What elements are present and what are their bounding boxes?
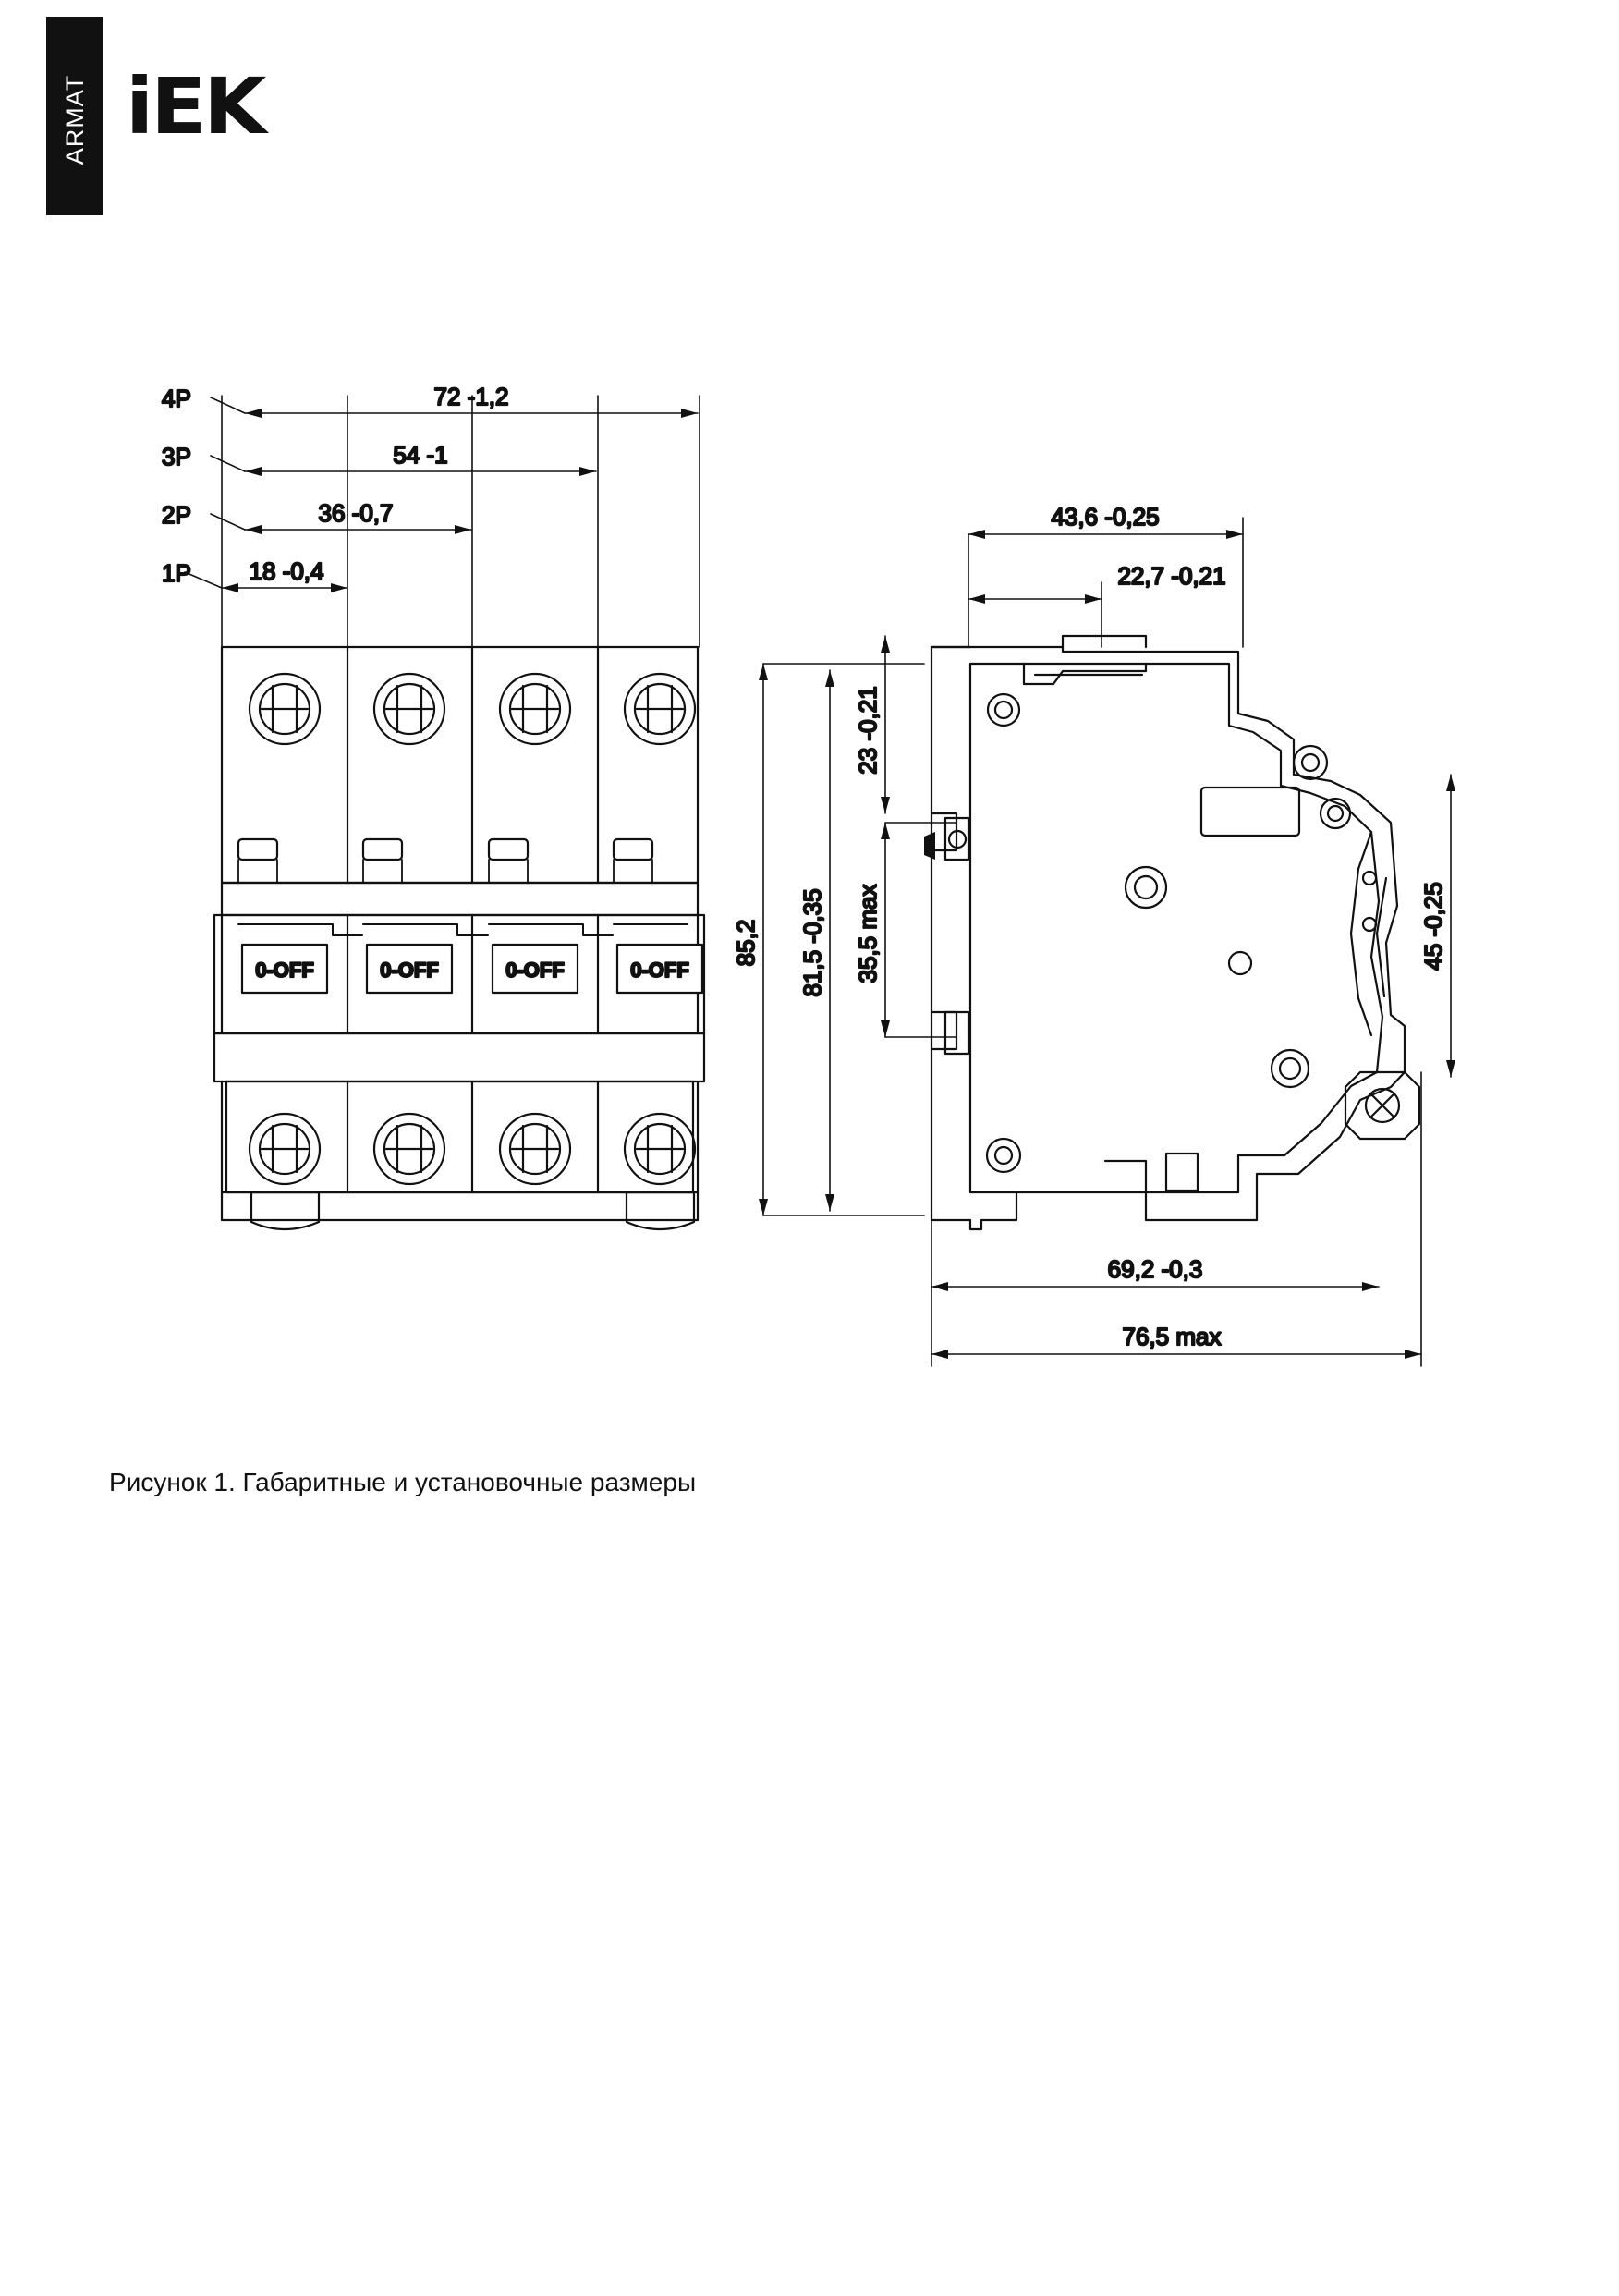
pole-label-3p: 3P bbox=[162, 443, 191, 470]
pole-label-2p: 2P bbox=[162, 501, 191, 529]
dim-43-6-label: 43,6 -0,25 bbox=[1051, 503, 1160, 531]
brand-sidebar-label: ARMAT bbox=[61, 74, 89, 165]
dim-76-5-label: 76,5 max bbox=[1122, 1323, 1222, 1350]
switch-label-2: 0-OFF bbox=[380, 959, 439, 982]
pole-label-4p: 4P bbox=[162, 385, 191, 412]
dim-3p-label: 54 -1 bbox=[393, 441, 448, 469]
switch-label-4: 0-OFF bbox=[630, 959, 689, 982]
dim-1p-label: 18 -0,4 bbox=[249, 557, 324, 585]
dim-85-2-label: 85,2 bbox=[732, 919, 760, 967]
switch-label-3: 0-OFF bbox=[505, 959, 565, 982]
dim-45-label: 45 -0,25 bbox=[1419, 882, 1447, 971]
dim-81-5-label: 81,5 -0,35 bbox=[798, 888, 826, 997]
dim-35-5-label: 35,5 max bbox=[854, 884, 882, 983]
switch-label-1: 0-OFF bbox=[255, 959, 314, 982]
dim-69-2-label: 69,2 -0,3 bbox=[1107, 1255, 1203, 1283]
dim-4p-label: 72 -1,2 bbox=[433, 383, 509, 410]
iek-logo: iEK bbox=[126, 61, 264, 152]
pole-label-1p: 1P bbox=[162, 559, 191, 587]
dim-23-label: 23 -0,21 bbox=[854, 686, 882, 775]
dim-22-7-label: 22,7 -0,21 bbox=[1117, 562, 1226, 590]
figure-caption: Рисунок 1. Габаритные и установочные размеры bbox=[109, 1468, 697, 1496]
dim-2p-label: 36 -0,7 bbox=[318, 499, 394, 527]
